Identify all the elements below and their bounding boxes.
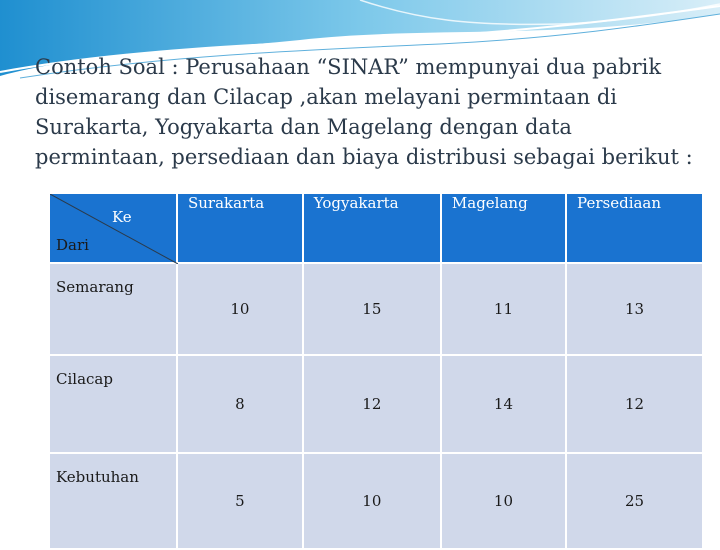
col-header: Yogyakarta bbox=[304, 194, 440, 262]
table-row bbox=[50, 264, 702, 354]
row-label: Semarang bbox=[50, 264, 176, 354]
distribution-table bbox=[48, 192, 704, 550]
table-cell: 15 bbox=[304, 264, 440, 354]
row-label: Kebutuhan bbox=[50, 454, 176, 548]
table-cell: 14 bbox=[442, 356, 565, 452]
table-cell: 8 bbox=[178, 356, 302, 452]
table-cell: 12 bbox=[304, 356, 440, 452]
table-cell: 5 bbox=[178, 454, 302, 548]
table-cell: 10 bbox=[304, 454, 440, 548]
col-header: Magelang bbox=[442, 194, 565, 262]
table-cell: 11 bbox=[442, 264, 565, 354]
col-header: Surakarta bbox=[178, 194, 302, 262]
table-row bbox=[50, 356, 702, 452]
table-cell: 25 bbox=[567, 454, 702, 548]
row-label: Cilacap bbox=[50, 356, 176, 452]
table-cell: 13 bbox=[567, 264, 702, 354]
table-row bbox=[50, 454, 702, 548]
table-cell: 10 bbox=[178, 264, 302, 354]
slide-title: Contoh Soal : Perusahaan “SINAR” mempunyai dua pabrik disemarang dan Cilacap ,akan melayani permintaan di Surakarta, Yogyakarta dan Magelang dengan data permintaan, persediaan dan biaya distribusi sebagai berikut : bbox=[35, 55, 693, 169]
corner-to-label: Ke bbox=[112, 208, 132, 226]
table-cell: 10 bbox=[442, 454, 565, 548]
table-header-row bbox=[50, 194, 702, 262]
corner-from-label: Dari bbox=[56, 236, 89, 254]
col-header: Persediaan bbox=[567, 194, 702, 262]
table-cell: 12 bbox=[567, 356, 702, 452]
